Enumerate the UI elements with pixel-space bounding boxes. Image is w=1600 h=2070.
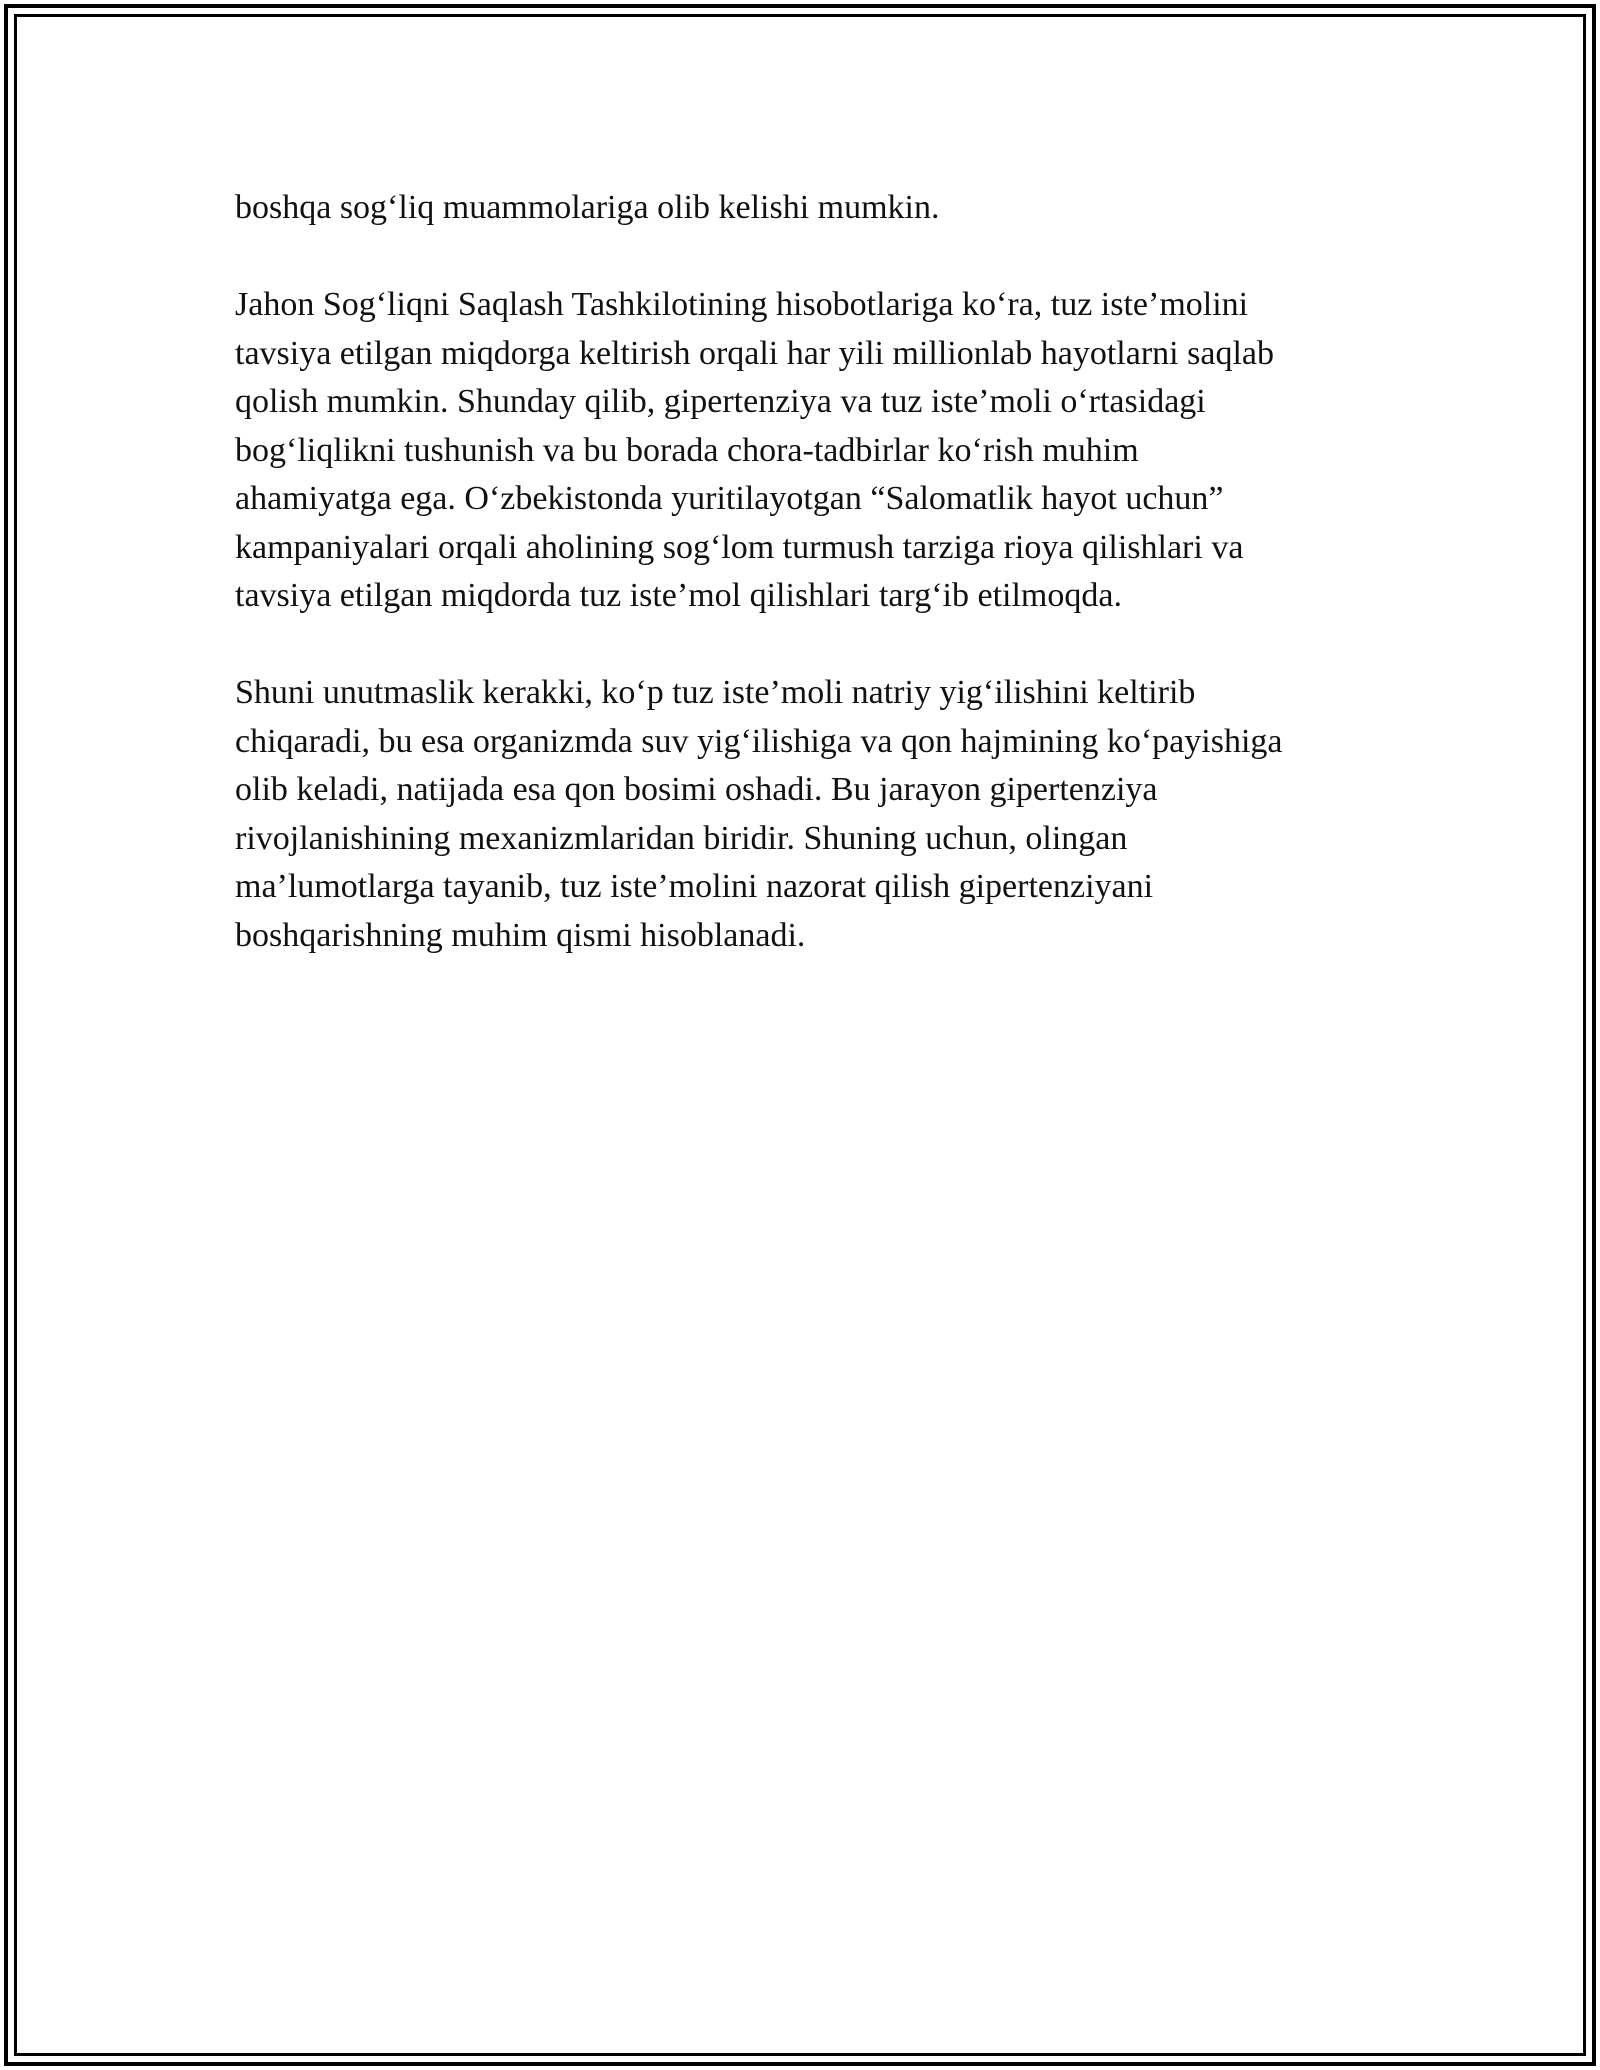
text-line: tavsiya etilgan miqdorga keltirish orqali har yili millionlab hayotlarni saqlab [235, 334, 1274, 372]
text-line: ma’lumotlarga tayanib, tuz iste’molini nazorat qilish gipertenziyani [235, 868, 1154, 905]
text-line: Jahon Sog‘liqni Saqlash Tashkilotining hisobotlariga ko‘ra, tuz iste’molini [235, 286, 1249, 323]
paragraph-3 [235, 669, 1385, 960]
text-line: tavsiya etilgan miqdorda tuz iste’mol qilishlari targ‘ib etilmoqda. [235, 577, 1122, 614]
text-line: qolish mumkin. Shunday qilib, gipertenziya va tuz iste’moli o‘rtasidagi [235, 383, 1206, 420]
document-body [235, 184, 1385, 1009]
text-line: bog‘liqlikni tushunish va bu borada chora-tadbirlar ko‘rish muhim [235, 431, 1139, 469]
text-line: kampaniyalari orqali aholining sog‘lom turmush tarziga rioya qilishlari va [235, 528, 1244, 566]
text-line: boshqa sog‘liq muammolariga olib kelishi mumkin. [235, 189, 940, 226]
paragraph-2 [235, 281, 1385, 621]
text-line: boshqarishning muhim qismi hisoblanadi. [235, 916, 806, 954]
text-line: rivojlanishining mexanizmlaridan biridir. Shuning uchun, olingan [235, 819, 1128, 857]
paragraph-1 [235, 184, 1385, 233]
text-line: chiqaradi, bu esa organizmda suv yig‘ilishiga va qon hajmining ko‘payishiga [235, 722, 1283, 760]
text-line: olib keladi, natijada esa qon bosimi oshadi. Bu jarayon gipertenziya [235, 771, 1158, 808]
text-line: ahamiyatga ega. O‘zbekistonda yuritilayotgan “Salomatlik hayot uchun” [235, 480, 1224, 517]
text-line: Shuni unutmaslik kerakki, ko‘p tuz iste’moli natriy yig‘ilishini keltirib [235, 674, 1196, 711]
